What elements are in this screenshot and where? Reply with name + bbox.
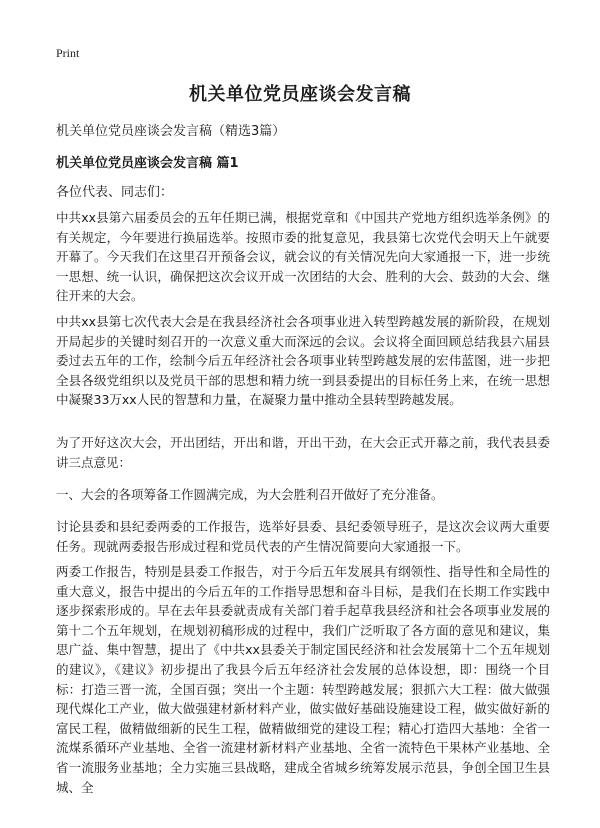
greeting: 各位代表、同志们：: [56, 185, 174, 200]
paragraph-6: 两委工作报告，特别是县委工作报告，对于今后五年发展具有纲领性、指导性和全局性的重大意义，报告中提出的今后五年的工作指导思想和奋斗目标，是我们在长期工作实践中逐步探索形成的。早在去年县委就责成有关部门着手起草我县经济和社会各项事业发展的第十二个五年规划，在规划初稿形成的过程中，我们广泛听取了各方面的意见和建议，集思广益、集中智慧，提出了《中共xx县委关于制定国民经济和社会发展第十二个五年规划的建议》，《建议》初步提出了我县今后五年经济社会发展的总体设想，即：围绕一个目标：打造三晋一流，全国百强；突出一个主题：转型跨越发展；狠抓六大工程：做大做强现代煤化工产业，做大做强建材新材料产业，做实做好基础设施建设工程，做实做好新的富民工程，做精做细新的民生工程，做精做细党的建设工程；精心打造四大基地：全省一流煤系循环产业基地、全省一流建材新材料产业基地、全省一流特色干果林产业基地、全省一流服务业基地；全力实施三县战略，建成全省城乡统筹发展示范县，争创全国卫生县城、全: [56, 564, 550, 795]
paragraph-3: 为了开好这次大会，开出团结，开出和谐，开出干劲，在大会正式开幕之前，我代表县委讲三点意见：: [56, 435, 550, 470]
print-label: Print: [56, 46, 80, 60]
paragraph-5: 讨论县委和县纪委两委的工作报告，选举好县委、县纪委领导班子，是这次会议两大重要任务。现就两委报告形成过程和党员代表的产生情况简要向大家通报一下。: [56, 519, 550, 554]
document-title: 机关单位党员座谈会发言稿: [189, 84, 411, 105]
document-subtitle: 机关单位党员座谈会发言稿（精选3篇）: [56, 124, 286, 139]
paragraph-2: 中共xx县第七次代表大会是在我县经济社会各项事业进入转型跨越发展的新阶段，在规划开局起步的关键时刻召开的一次意义重大而深远的会议。会议将全面回顾总结我县六届县委过去五年的工作，绘制今后五年经济社会各项事业转型跨越发展的宏伟蓝图，进一步把全县各级党组织以及党员干部的思想和精力统一到县委提出的目标任务上来，在统一思想中凝聚33万xx人民的智慧和力量，在凝聚力量中推动全县转型跨越发展。: [56, 314, 550, 408]
paragraph-4: 一、大会的各项筹备工作圆满完成，为大会胜利召开做好了充分准备。: [56, 487, 444, 502]
paragraph-1: 中共xx县第六届委员会的五年任期已满，根据党章和《中国共产党地方组织选举条例》的有关规定，今年要进行换届选举。按照市委的批复意见，我县第七次党代会明天上午就要开幕了。今天我们在这里召开预备会议，就会议的有关情况先向大家通报一下，进一步统一思想、统一认识，确保把这次会议开成一次团结的大会、胜利的大会、鼓劲的大会、继往开来的大会。: [56, 210, 550, 304]
section-heading: 机关单位党员座谈会发言稿 篇1: [56, 156, 239, 171]
